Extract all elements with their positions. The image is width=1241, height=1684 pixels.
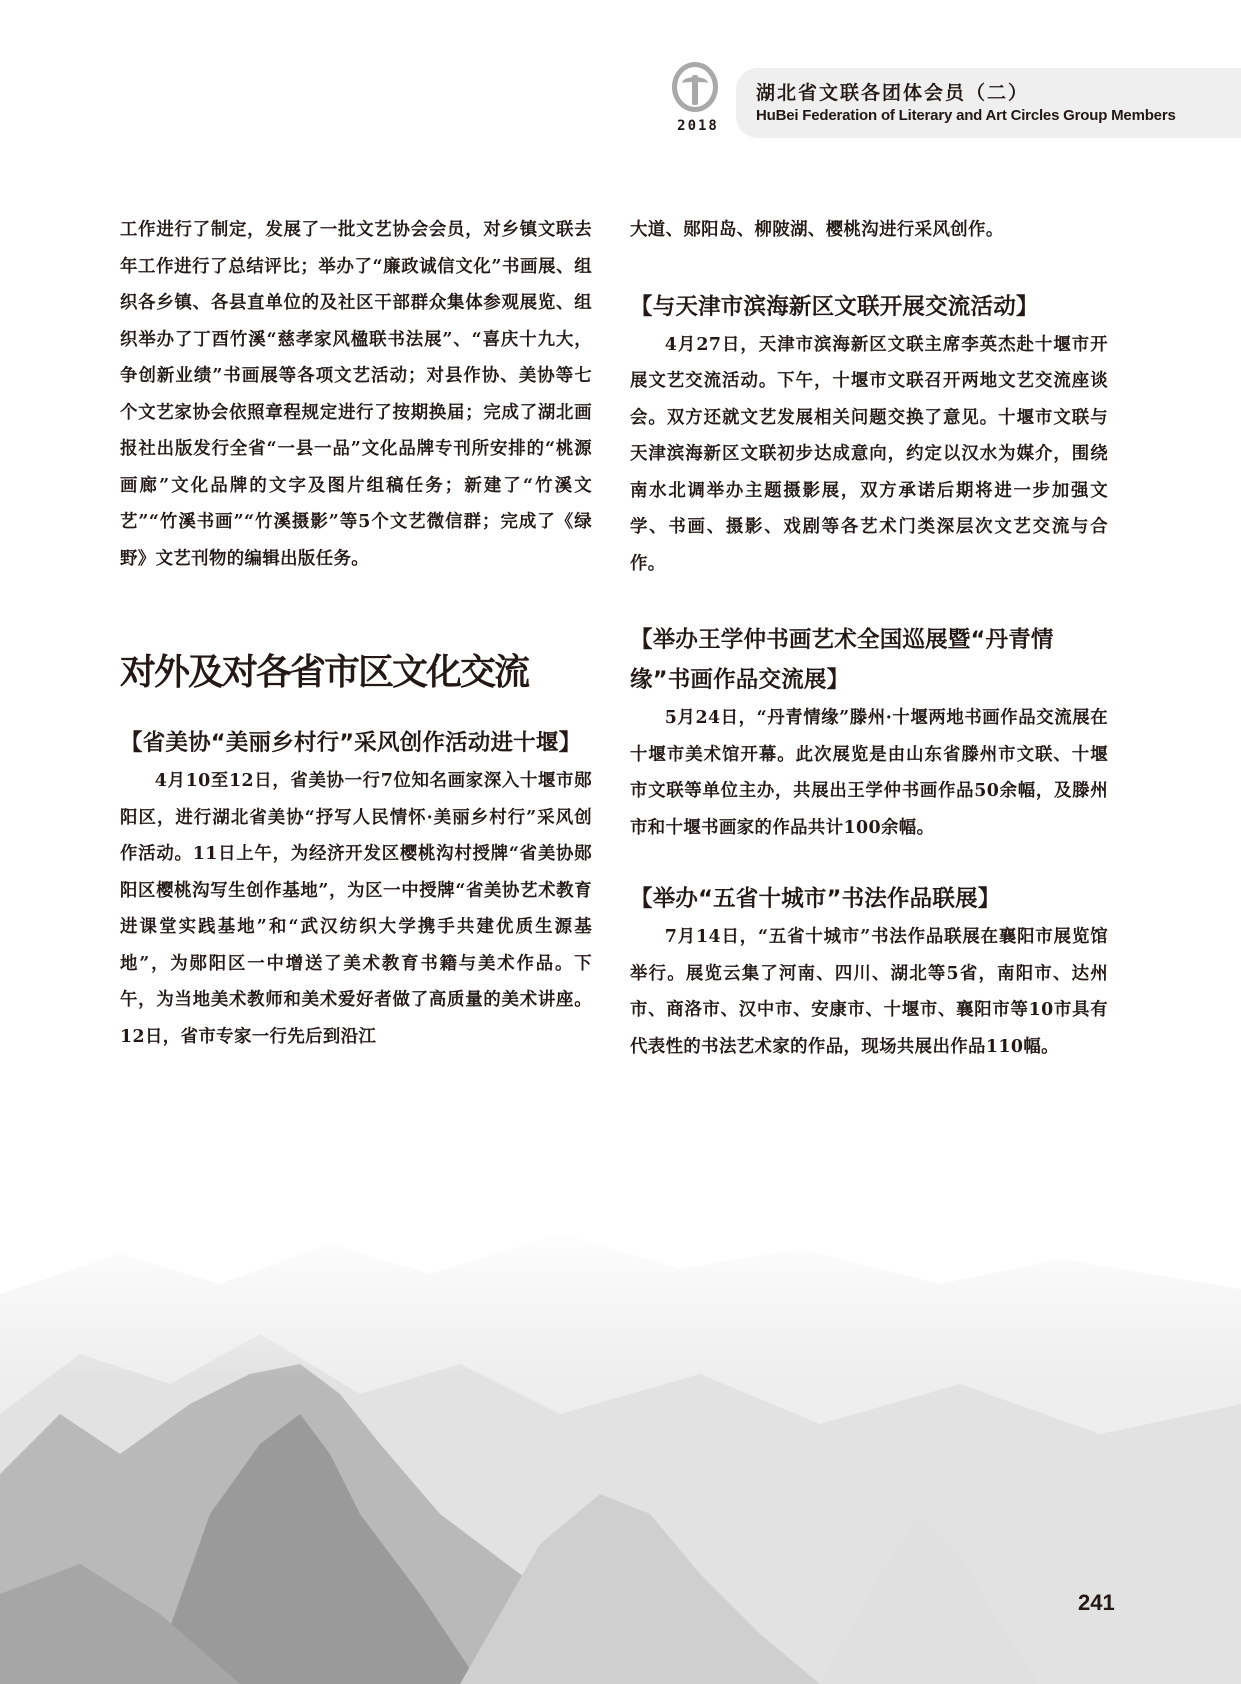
header-title-english: HuBei Federation of Literary and Art Circles Group Members (756, 107, 1176, 124)
article-body: 5月24日，“丹青情缘”滕州·十堰两地书画作品交流展在十堰市美术馆开幕。此次展览是由山东省滕州市文联、十堰市文联等单位主办，共展出王学仲书画作品50余幅，及滕州市和十堰书画家的作品共计100余幅。 (630, 708, 1108, 838)
logo-emblem-icon (672, 62, 718, 112)
ink-landscape-illustration (0, 1214, 1241, 1684)
article-heading: 【举办王学仲书画艺术全国巡展暨“丹青情缘”书画作品交流展】 (630, 627, 1054, 693)
logo-year: 2018 (677, 118, 719, 134)
intro-paragraph: 工作进行了制定，发展了一批文艺协会会员，对乡镇文联去年工作进行了总结评比；举办了“廉政诚信文化”书画展、组织各乡镇、各县直单位的及社区干部群众集体参观展览、组织举办了丁酉竹溪“慈孝家风楹联书法展”、“喜庆十九大，争创新业绩”书画展等各项文艺活动；对县作协、美协等七个文艺家协会依照章程规定进行了按期换届；完成了湖北画报社出版发行全省“一县一品”文化品牌专刊所安排的“桃源画廊”文化品牌的文字及图片组稿任务；新建了“竹溪文艺”“竹溪书画”“竹溪摄影”等5个文艺微信群；完成了《绿野》文艺刊物的编辑出版任务。 (120, 220, 592, 569)
left-column (120, 212, 592, 1055)
article-heading: 【省美协“美丽乡村行”采风创作活动进十堰】 (120, 730, 582, 756)
article-body: 4月10至12日，省美协一行7位知名画家深入十堰市郧阳区，进行湖北省美协“抒写人民情怀·美丽乡村行”采风创作活动。11日上午，为经济开发区樱桃沟村授牌“省美协郧阳区樱桃沟写生创作基地”，为区一中授牌“省美协艺术教育进课堂实践基地”和“武汉纺织大学携手共建优质生源基地”，为郧阳区一中增送了美术教育书籍与美术作品。下午，为当地美术教师和美术爱好者做了高质量的美术讲座。12日，省市专家一行先后到沿江 (120, 771, 592, 1047)
article-heading: 【与天津市滨海新区文联开展交流活动】 (630, 293, 1039, 320)
article-body: 7月14日，“五省十城市”书法作品联展在襄阳市展览馆举行。展览云集了河南、四川、湖北等5省，南阳市、达州市、商洛市、汉中市、安康市、十堰市、襄阳市等10市具有代表性的书法艺术家的作品，现场共展出作品110幅。 (630, 927, 1108, 1057)
section-title: 对外及对各省市区文化交流 (120, 652, 529, 693)
page-number: 241 (1078, 1590, 1115, 1615)
header-title-chinese: 湖北省文联各团体会员（二） (756, 82, 1030, 104)
article-heading: 【举办“五省十城市”书法作品联展】 (630, 886, 1001, 912)
right-column (630, 212, 1108, 1065)
continuation-paragraph: 大道、郧阳岛、柳陂湖、樱桃沟进行采风创作。 (630, 220, 1004, 240)
article-body: 4月27日，天津市滨海新区文联主席李英杰赴十堰市开展文艺交流活动。下午，十堰市文联召开两地文艺交流座谈会。双方还就文艺发展相关问题交换了意见。十堰市文联与天津滨海新区文联初步达成意向，约定以汉水为媒介，围绕南水北调举办主题摄影展，双方承诺后期将进一步加强文学、书画、摄影、戏剧等各艺术门类深层次文艺交流与合作。 (630, 334, 1108, 574)
federation-logo (668, 62, 724, 142)
